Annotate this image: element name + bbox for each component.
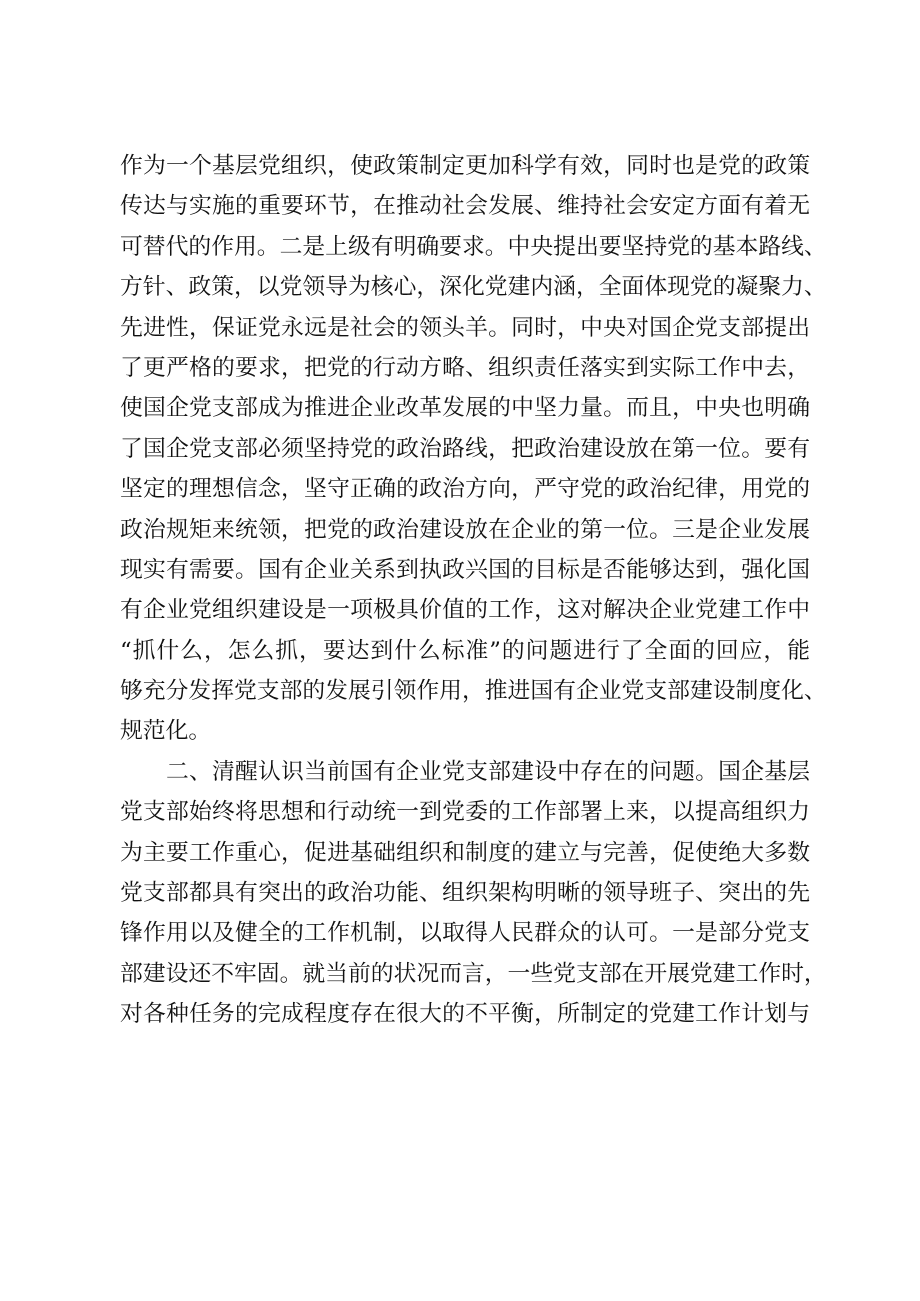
text-line: 党支部始终将思想和行动统一到党委的工作部署上来，以提高组织力: [120, 799, 810, 826]
text-line: “抓什么，怎么抓，要达到什么标准”的问题进行了全面的回应，能: [120, 637, 810, 664]
text-line: 使国企党支部成为推进企业改革发展的中坚力量。而且，中央也明确: [120, 395, 810, 422]
text-line: 了国企党支部必须坚持党的政治路线，把政治建设放在第一位。要有: [120, 435, 810, 462]
text-line: 传达与实施的重要环节，在推动社会发展、维持社会安定方面有着无: [120, 193, 810, 220]
text-line: 现实有需要。国有企业关系到执政兴国的目标是否能够达到，强化国: [120, 556, 810, 583]
text-line: 够充分发挥党支部的发展引领作用，推进国有企业党支部建设制度化、: [120, 678, 827, 705]
section-heading-line: 二、清醒认识当前国有企业党支部建设中存在的问题。国企基层: [166, 758, 810, 785]
text-line: 作为一个基层党组织，使政策制定更加科学有效，同时也是党的政策: [120, 153, 810, 179]
text-line: 规范化。: [120, 718, 212, 745]
text-line: 有企业党组织建设是一项极具价值的工作，这对解决企业党建工作中: [120, 597, 810, 624]
body-text: [120, 146, 827, 1035]
text-line: 可替代的作用。二是上级有明确要求。中央提出要坚持党的基本路线、: [120, 233, 827, 260]
text-line: 政治规矩来统领，把党的政治建设放在企业的第一位。三是企业发展: [120, 516, 810, 543]
text-line: 坚定的理想信念，坚守正确的政治方向，严守党的政治纪律，用党的: [120, 476, 810, 503]
text-line: 先进性，保证党永远是社会的领头羊。同时，中央对国企党支部提出: [120, 314, 810, 341]
text-line: 了更严格的要求，把党的行动方略、组织责任落实到实际工作中去，: [120, 354, 810, 381]
text-line: 为主要工作重心，促进基础组织和制度的建立与完善，促使绝大多数: [120, 839, 810, 866]
text-line: 方针、政策，以党领导为核心，深化党建内涵，全面体现党的凝聚力、: [120, 274, 827, 301]
text-line: 锋作用以及健全的工作机制，以取得人民群众的认可。一是部分党支: [120, 920, 810, 947]
text-line: 部建设还不牢固。就当前的状况而言，一些党支部在开展党建工作时，: [120, 960, 827, 987]
text-line: 党支部都具有突出的政治功能、组织架构明晰的领导班子、突出的先: [120, 880, 810, 907]
text-line: 对各种任务的完成程度存在很大的不平衡，所制定的党建工作计划与: [120, 1001, 810, 1028]
